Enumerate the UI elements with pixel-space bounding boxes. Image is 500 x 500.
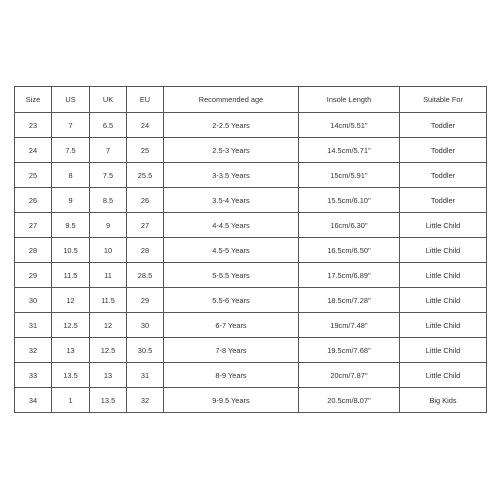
cell-insole-length: 14.5cm/5.71'' — [299, 138, 400, 163]
cell-size: 26 — [15, 188, 52, 213]
cell-recommended-age: 4.5-5 Years — [164, 238, 299, 263]
cell-suitable-for: Little Child — [400, 288, 487, 313]
header-recommended-age: Recommended age — [164, 87, 299, 113]
cell-eu: 30.5 — [127, 338, 164, 363]
cell-uk: 11.5 — [90, 288, 127, 313]
cell-suitable-for: Little Child — [400, 363, 487, 388]
cell-recommended-age: 3.5-4 Years — [164, 188, 299, 213]
cell-uk: 10 — [90, 238, 127, 263]
cell-insole-length: 19cm/7.48'' — [299, 313, 400, 338]
table-row — [15, 238, 487, 263]
header-size: Size — [15, 87, 52, 113]
cell-eu: 24 — [127, 113, 164, 138]
cell-uk: 11 — [90, 263, 127, 288]
cell-eu: 25 — [127, 138, 164, 163]
cell-insole-length: 16cm/6.30'' — [299, 213, 400, 238]
table-row — [15, 113, 487, 138]
cell-eu: 31 — [127, 363, 164, 388]
cell-insole-length: 20.5cm/8.07'' — [299, 388, 400, 413]
cell-eu: 27 — [127, 213, 164, 238]
cell-us: 1 — [52, 388, 90, 413]
cell-uk: 8.5 — [90, 188, 127, 213]
table-row — [15, 188, 487, 213]
cell-size: 31 — [15, 313, 52, 338]
cell-recommended-age: 6-7 Years — [164, 313, 299, 338]
cell-recommended-age: 5-5.5 Years — [164, 263, 299, 288]
table-header-row — [15, 87, 487, 113]
cell-recommended-age: 9-9.5 Years — [164, 388, 299, 413]
header-uk: UK — [90, 87, 127, 113]
cell-size: 29 — [15, 263, 52, 288]
cell-suitable-for: Toddler — [400, 188, 487, 213]
cell-eu: 30 — [127, 313, 164, 338]
cell-us: 9 — [52, 188, 90, 213]
cell-insole-length: 16.5cm/6.50'' — [299, 238, 400, 263]
cell-suitable-for: Little Child — [400, 213, 487, 238]
cell-insole-length: 15cm/5.91'' — [299, 163, 400, 188]
cell-suitable-for: Big Kids — [400, 388, 487, 413]
cell-uk: 6.5 — [90, 113, 127, 138]
cell-us: 11.5 — [52, 263, 90, 288]
table-row — [15, 138, 487, 163]
table-row — [15, 288, 487, 313]
cell-suitable-for: Little Child — [400, 263, 487, 288]
cell-size: 24 — [15, 138, 52, 163]
cell-uk: 7 — [90, 138, 127, 163]
cell-recommended-age: 8-9 Years — [164, 363, 299, 388]
cell-insole-length: 15.5cm/6.10'' — [299, 188, 400, 213]
cell-us: 9.5 — [52, 213, 90, 238]
table-row — [15, 363, 487, 388]
cell-uk: 13.5 — [90, 388, 127, 413]
table-body — [15, 113, 487, 413]
cell-insole-length: 20cm/7.87'' — [299, 363, 400, 388]
cell-recommended-age: 3-3.5 Years — [164, 163, 299, 188]
header-eu: EU — [127, 87, 164, 113]
cell-eu: 25.5 — [127, 163, 164, 188]
table-row — [15, 388, 487, 413]
cell-uk: 13 — [90, 363, 127, 388]
table-row — [15, 163, 487, 188]
cell-suitable-for: Toddler — [400, 138, 487, 163]
cell-eu: 29 — [127, 288, 164, 313]
cell-uk: 12.5 — [90, 338, 127, 363]
header-insole-length: Insole Length — [299, 87, 400, 113]
cell-size: 33 — [15, 363, 52, 388]
cell-us: 10.5 — [52, 238, 90, 263]
cell-size: 25 — [15, 163, 52, 188]
cell-uk: 7.5 — [90, 163, 127, 188]
cell-suitable-for: Little Child — [400, 238, 487, 263]
cell-suitable-for: Little Child — [400, 313, 487, 338]
cell-size: 27 — [15, 213, 52, 238]
cell-suitable-for: Little Child — [400, 338, 487, 363]
cell-size: 32 — [15, 338, 52, 363]
cell-us: 12.5 — [52, 313, 90, 338]
cell-us: 13.5 — [52, 363, 90, 388]
cell-insole-length: 14cm/5.51'' — [299, 113, 400, 138]
cell-eu: 28 — [127, 238, 164, 263]
cell-us: 8 — [52, 163, 90, 188]
cell-recommended-age: 2-2.5 Years — [164, 113, 299, 138]
table-row — [15, 313, 487, 338]
cell-recommended-age: 2.5-3 Years — [164, 138, 299, 163]
cell-us: 7 — [52, 113, 90, 138]
cell-uk: 12 — [90, 313, 127, 338]
cell-us: 13 — [52, 338, 90, 363]
cell-eu: 32 — [127, 388, 164, 413]
header-us: US — [52, 87, 90, 113]
cell-us: 7.5 — [52, 138, 90, 163]
cell-size: 28 — [15, 238, 52, 263]
cell-recommended-age: 5.5-6 Years — [164, 288, 299, 313]
cell-eu: 28.5 — [127, 263, 164, 288]
cell-size: 23 — [15, 113, 52, 138]
header-suitable-for: Suitable For — [400, 87, 487, 113]
table-row — [15, 213, 487, 238]
cell-insole-length: 19.5cm/7.68'' — [299, 338, 400, 363]
cell-us: 12 — [52, 288, 90, 313]
cell-eu: 26 — [127, 188, 164, 213]
table-row — [15, 263, 487, 288]
cell-recommended-age: 4-4.5 Years — [164, 213, 299, 238]
cell-size: 30 — [15, 288, 52, 313]
cell-insole-length: 18.5cm/7.28'' — [299, 288, 400, 313]
size-chart-table — [14, 86, 487, 413]
cell-size: 34 — [15, 388, 52, 413]
cell-insole-length: 17.5cm/6.89'' — [299, 263, 400, 288]
cell-recommended-age: 7-8 Years — [164, 338, 299, 363]
table-row — [15, 338, 487, 363]
cell-suitable-for: Toddler — [400, 163, 487, 188]
cell-uk: 9 — [90, 213, 127, 238]
size-chart-container — [14, 86, 486, 413]
cell-suitable-for: Toddler — [400, 113, 487, 138]
